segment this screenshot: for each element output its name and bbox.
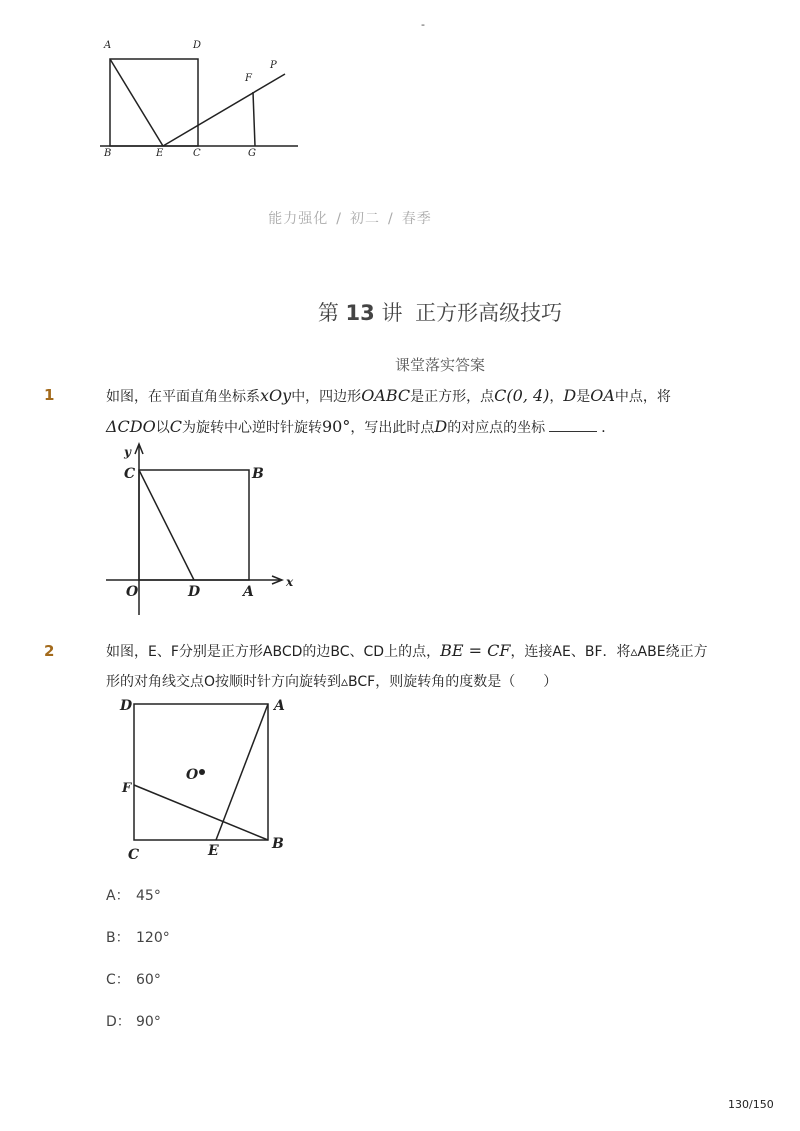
question-text [106, 381, 726, 443]
label-o: O [126, 584, 139, 600]
q1-text-d: ， [549, 389, 564, 405]
option-key: D： [106, 1014, 131, 1030]
q1-text-i: ，写出此时点 [350, 420, 435, 436]
answer-blank[interactable] [549, 419, 597, 432]
option-value: 90° [136, 1014, 161, 1030]
lecture-suffix: 讲 [381, 301, 403, 325]
label-c: C [193, 148, 201, 159]
option-value: 60° [136, 972, 161, 988]
q1-text-j: 的对应点的坐标 [447, 420, 546, 436]
label-c: C [128, 847, 140, 863]
q1-text-e: 是 [576, 389, 591, 405]
q1-math-g: C [169, 417, 182, 436]
label-a: A [104, 40, 112, 51]
lecture-prefix: 第 [317, 301, 339, 325]
q1-text-b: 中，四边形 [291, 389, 362, 405]
q1-text-a: 如图，在平面直角坐标系 [106, 389, 260, 405]
header-part3: 春季 [401, 211, 432, 227]
q2-text-c: 形的对角线交点O按顺时针方向旋转到▵BCF，则旋转角的度数是（ ） [106, 674, 558, 690]
q1-math-d: D [563, 386, 577, 405]
label-d: D [193, 40, 202, 51]
label-c: C [124, 466, 136, 482]
lecture-name: 正方形高级技巧 [415, 301, 563, 325]
option-c[interactable] [106, 969, 161, 989]
section-title: 课堂落实答案 [394, 356, 485, 374]
label-e: E [208, 843, 219, 859]
q1-text-h: 为旋转中心逆时针旋转 [182, 420, 322, 436]
lecture-title [0, 297, 800, 327]
question-number: 1 [44, 386, 55, 404]
option-b[interactable] [106, 927, 170, 947]
label-f: F [245, 73, 252, 84]
q1-math-a: xOy [260, 386, 292, 405]
q2-square-figure [114, 694, 300, 864]
label-d: D [188, 584, 201, 600]
label-e: E [156, 148, 164, 159]
q1-text-c: 是正方形，点 [410, 389, 495, 405]
header-part2: 初二 [350, 211, 380, 227]
q1-text-g: 以 [155, 420, 170, 436]
option-a[interactable] [106, 885, 161, 905]
label-b: B [272, 836, 284, 852]
q2-text-a: 如图，E、F分别是正方形ABCD的边BC、CD上的点， [106, 644, 441, 660]
question-text [106, 636, 726, 697]
q1-math-c: C(0, 4) [494, 386, 550, 405]
q1-math-b: OABC [361, 386, 411, 405]
option-value: 45° [136, 888, 161, 904]
option-key: C： [106, 972, 130, 988]
label-o: O [186, 767, 199, 783]
top-mark: - [421, 18, 425, 31]
label-b: B [252, 466, 264, 482]
q1-math-f: ΔCDO [106, 417, 156, 436]
option-key: A： [106, 888, 130, 904]
q1-coordinate-figure [104, 440, 304, 620]
header-part1: 能力强化 [268, 211, 329, 227]
label-y: y [124, 445, 131, 459]
option-value: 120° [136, 930, 170, 946]
top-geometry-figure [100, 34, 310, 164]
label-g: G [248, 148, 256, 159]
label-f: F [122, 781, 132, 796]
label-p: P [270, 60, 277, 71]
label-a: A [243, 584, 254, 600]
header-sep: / [388, 211, 394, 227]
header-sep: / [336, 211, 342, 227]
option-key: B： [106, 930, 130, 946]
q1-text-f: 中点，将 [614, 389, 671, 405]
label-x: x [286, 575, 294, 589]
option-d[interactable] [106, 1011, 161, 1031]
q1-math-h: 90° [322, 417, 351, 436]
q1-math-e: OA [590, 386, 615, 405]
page-number: 130/150 [728, 1098, 774, 1111]
course-header [0, 208, 700, 228]
lecture-number: 13 [345, 301, 375, 325]
label-d: D [120, 698, 133, 714]
label-b: B [104, 148, 112, 159]
label-a: A [274, 698, 285, 714]
q2-math-a: BE = CF [440, 641, 511, 660]
q1-text-k: ． [601, 420, 616, 436]
q2-text-b: ，连接AE、BF．将▵ABE绕正方 [510, 644, 708, 660]
question-number: 2 [44, 642, 55, 660]
q1-math-i: D [434, 417, 448, 436]
